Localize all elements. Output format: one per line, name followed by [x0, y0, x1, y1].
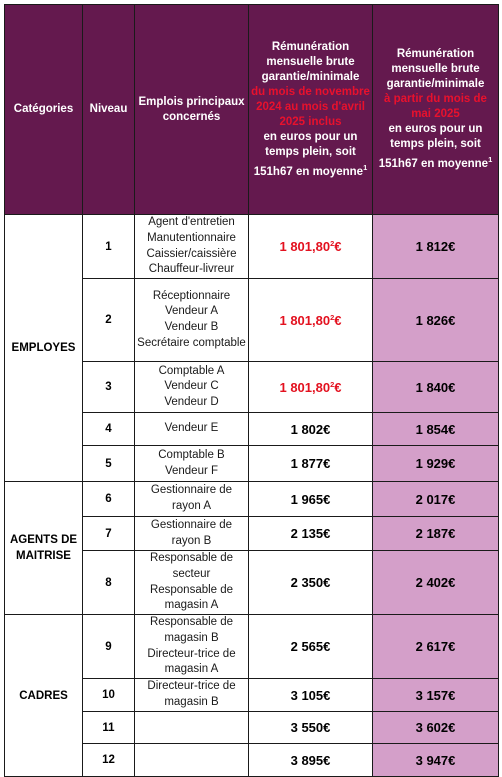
jobs-cell — [135, 362, 249, 413]
level-cell: 2 — [83, 279, 135, 362]
job-title: Comptable A — [158, 364, 225, 377]
job-title: Responsable de magasin A — [149, 583, 234, 612]
job-title: Responsable de magasin B — [149, 616, 234, 644]
level-cell: 7 — [83, 517, 135, 551]
job-title: Caissier/caissière — [146, 247, 237, 260]
job-title: Secrétaire comptable — [137, 336, 246, 349]
old-salary-cell: 3 895€ — [249, 744, 373, 777]
category-agents-de-maitrise: AGENTS DE MAITRISE — [5, 482, 83, 615]
new-salary-cell: 3 602€ — [373, 712, 499, 744]
old-salary-cell: 3 550€ — [249, 712, 373, 744]
jobs-cell — [135, 551, 249, 615]
old-salary-footnote: 2 — [330, 312, 335, 322]
old-salary-value: 1 801,80 — [279, 379, 331, 395]
level-cell: 12 — [83, 744, 135, 777]
old-salary-cell — [249, 279, 373, 362]
category-cadres: CADRES — [5, 615, 83, 777]
job-title: Vendeur E — [164, 422, 219, 435]
job-title: Manutentionnaire — [147, 231, 236, 244]
job-title: Responsable de secteur — [149, 552, 234, 580]
job-title: Réceptionnaire — [152, 289, 231, 302]
old-salary-footnote: 2 — [330, 239, 335, 248]
level-cell: 8 — [83, 551, 135, 615]
header-old-basis: en euros pour un temps plein, soit 151h67 en moyenne — [253, 130, 364, 178]
salary-grid-table — [4, 4, 499, 777]
level-cell: 6 — [83, 482, 135, 517]
level-cell: 1 — [83, 215, 135, 279]
header-new-period: à partir du mois de mai 2025 — [384, 93, 487, 120]
new-salary-cell: 1 840€ — [373, 362, 499, 413]
old-salary-value: 1 801,80 — [279, 312, 331, 328]
table-row — [5, 482, 499, 517]
job-title: Comptable B — [158, 448, 225, 461]
old-salary-cell: 2 350€ — [249, 551, 373, 615]
old-salary-cell: 1 802€ — [249, 413, 373, 446]
new-salary-cell: 3 157€ — [373, 679, 499, 712]
level-cell: 5 — [83, 446, 135, 482]
new-salary-cell: 1 826€ — [373, 279, 499, 362]
header-niveau: Niveau — [83, 5, 135, 215]
old-salary-cell: 2 565€ — [249, 615, 373, 679]
level-cell: 4 — [83, 413, 135, 446]
old-salary-cell — [249, 362, 373, 413]
header-old-remuneration — [249, 5, 373, 215]
job-title: Agent d'entretien — [148, 216, 235, 229]
new-salary-cell: 2 187€ — [373, 517, 499, 551]
new-salary-cell: 3 947€ — [373, 744, 499, 777]
job-title: Vendeur D — [164, 395, 219, 408]
job-title: Gestionnaire de rayon A — [150, 484, 233, 512]
old-salary-footnote: 2 — [330, 379, 335, 389]
header-new-remuneration — [373, 5, 499, 215]
jobs-cell — [135, 279, 249, 362]
level-cell: 3 — [83, 362, 135, 413]
old-salary-unit: € — [334, 379, 342, 395]
header-old-period: du mois de novembre 2024 au mois d'avril 2025 inclus — [251, 85, 370, 128]
header-new-title: Rémunération mensuelle brute garantie/minimale — [386, 48, 485, 90]
jobs-cell — [135, 615, 249, 679]
level-cell: 10 — [83, 679, 135, 712]
level-cell: 11 — [83, 712, 135, 744]
header-emplois: Emplois principaux concernés — [135, 5, 249, 215]
old-salary-cell: 2 135€ — [249, 517, 373, 551]
job-title: Gestionnaire de rayon B — [150, 518, 233, 547]
job-title: Vendeur F — [164, 464, 219, 477]
table-row — [5, 615, 499, 679]
level-cell: 9 — [83, 615, 135, 679]
job-title: Vendeur A — [164, 305, 219, 318]
jobs-cell — [135, 482, 249, 517]
new-salary-cell: 1 929€ — [373, 446, 499, 482]
old-salary-cell: 3 105€ — [249, 679, 373, 712]
jobs-cell — [135, 446, 249, 482]
header-old-footnote: 1 — [363, 162, 368, 172]
new-salary-cell: 2 017€ — [373, 482, 499, 517]
header-new-basis: en euros pour un temps plein, soit 151h67 en moyenne — [378, 123, 489, 170]
category-employes: EMPLOYES — [5, 215, 83, 482]
table-row — [5, 215, 499, 279]
jobs-cell — [135, 413, 249, 446]
job-title: Vendeur B — [164, 321, 219, 333]
job-title: Directeur-trice de magasin B — [147, 680, 236, 708]
header-row — [5, 5, 499, 215]
old-salary-unit: € — [334, 239, 342, 254]
new-salary-cell: 2 402€ — [373, 551, 499, 615]
job-title: Vendeur C — [164, 380, 219, 393]
new-salary-cell: 2 617€ — [373, 615, 499, 679]
jobs-cell — [135, 215, 249, 279]
header-old-title: Rémunération mensuelle brute garantie/minimale — [261, 40, 360, 83]
old-salary-value: 1 801,80 — [279, 239, 331, 254]
old-salary-cell: 1 877€ — [249, 446, 373, 482]
jobs-cell — [135, 712, 249, 744]
jobs-cell — [135, 517, 249, 551]
new-salary-cell: 1 812€ — [373, 215, 499, 279]
job-title: Directeur-trice de magasin A — [147, 647, 236, 676]
header-categories: Catégories — [5, 5, 83, 215]
header-new-footnote: 1 — [488, 155, 493, 164]
job-title: Chauffeur-livreur — [148, 263, 235, 276]
old-salary-cell — [249, 215, 373, 279]
old-salary-cell: 1 965€ — [249, 482, 373, 517]
old-salary-unit: € — [334, 312, 342, 328]
new-salary-cell: 1 854€ — [373, 413, 499, 446]
jobs-cell — [135, 679, 249, 712]
